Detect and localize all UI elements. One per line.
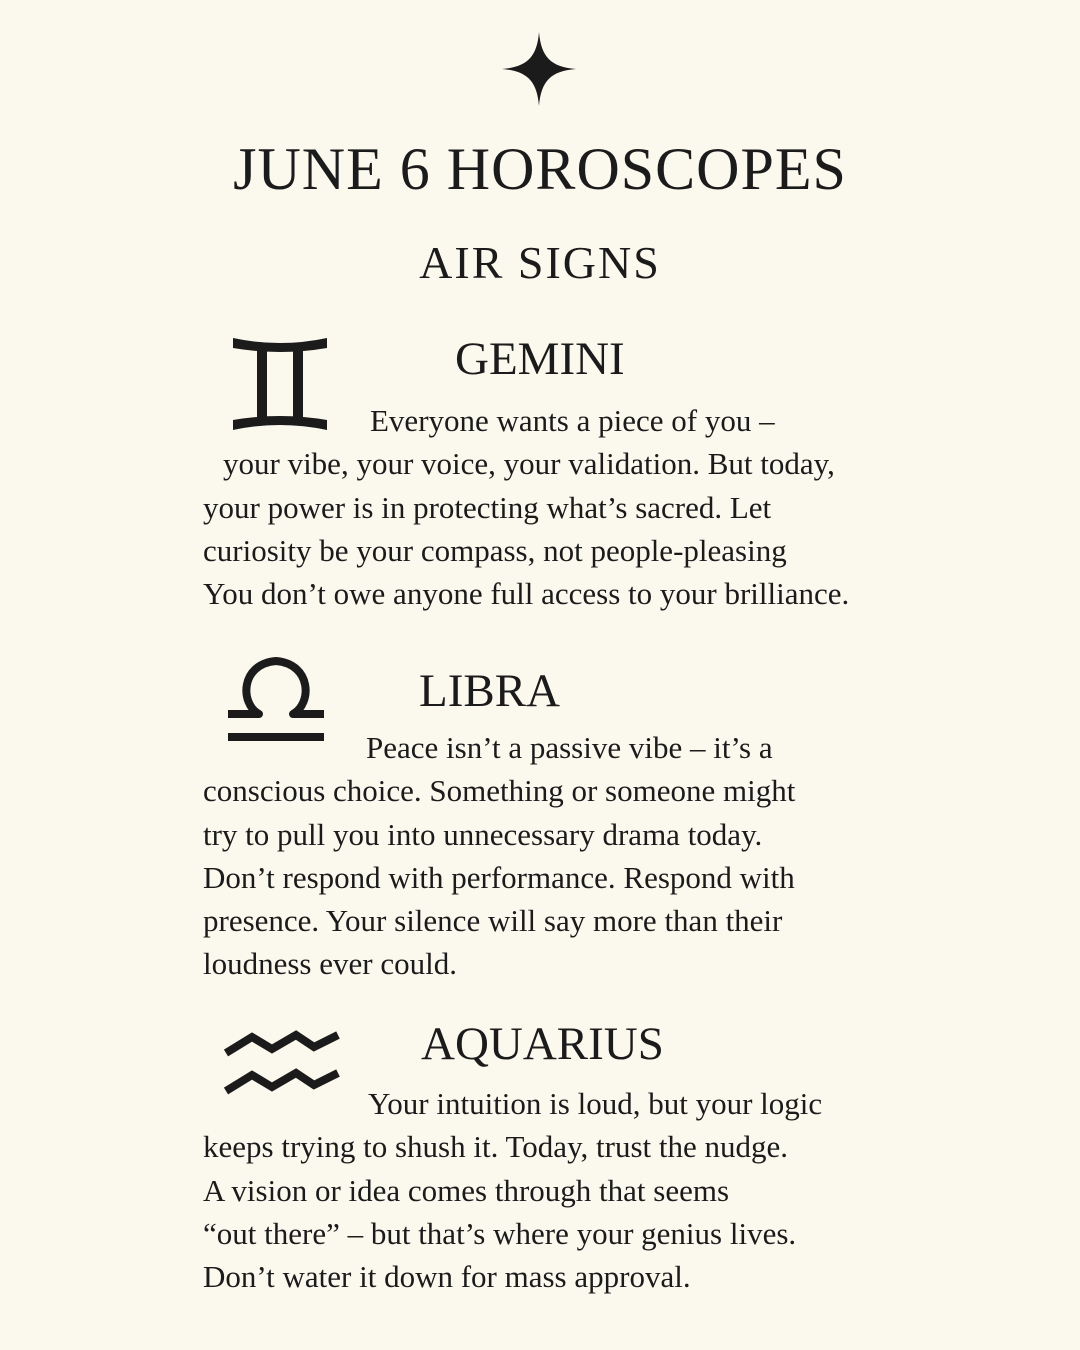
text-line: keeps trying to shush it. Today, trust the nudge. <box>203 1129 789 1165</box>
sign-name-gemini: GEMINI <box>455 333 625 385</box>
libra-horoscope-text <box>203 726 795 986</box>
text-line: conscious choice. Something or someone might <box>203 773 796 809</box>
text-line: Don’t water it down for mass approval. <box>203 1259 691 1295</box>
text-line: Peace isn’t a passive vibe – it’s a <box>366 730 773 765</box>
sign-name-libra: LIBRA <box>419 665 560 717</box>
sign-name-aquarius: AQUARIUS <box>421 1018 664 1070</box>
aquarius-horoscope-text <box>203 1082 822 1298</box>
section-subtitle: AIR SIGNS <box>419 237 661 288</box>
text-line: “out there” – but that’s where your genius lives. <box>203 1215 797 1251</box>
text-line: Your intuition is loud, but your logic <box>368 1086 823 1121</box>
text-line: loudness ever could. <box>203 946 457 982</box>
text-line: Don’t respond with performance. Respond with <box>203 859 795 895</box>
gemini-horoscope-text <box>203 399 849 615</box>
text-line: A vision or idea comes through that seems <box>203 1172 730 1208</box>
text-line: You don’t owe anyone full access to your brilliance. <box>203 576 850 612</box>
page-title: JUNE 6 HOROSCOPES <box>233 136 847 202</box>
text-line: Everyone wants a piece of you – <box>370 403 775 438</box>
text-line: curiosity be your compass, not people-pleasing <box>203 532 787 568</box>
text-line: presence. Your silence will say more than their <box>203 903 783 939</box>
text-line: try to pull you into unnecessary drama today. <box>203 816 763 852</box>
four-point-star-icon <box>502 32 576 106</box>
text-line: your vibe, your voice, your validation. But today, <box>223 446 835 482</box>
text-line: your power is in protecting what’s sacred. Let <box>203 489 772 525</box>
